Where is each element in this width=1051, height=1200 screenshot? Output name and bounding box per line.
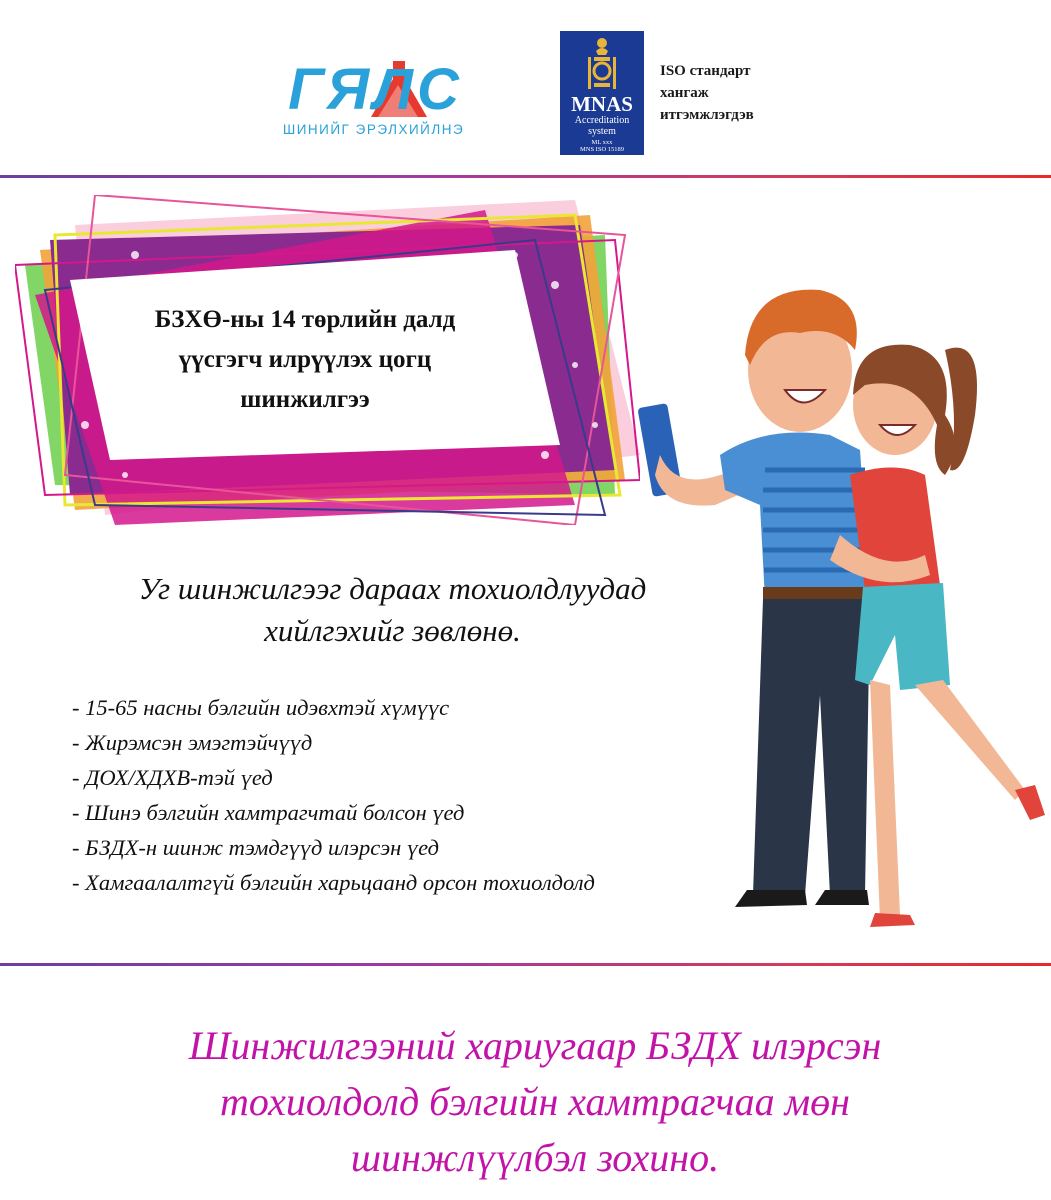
logo-tagline: ШИНИЙГ ЭРЭЛХИЙЛНЭ [282, 122, 465, 137]
list-item: - Хамгаалалтгүй бэлгийн харьцаанд орсон тохиолдолд [72, 870, 595, 895]
list-item: - ДОХ/ХДХВ-тэй үед [72, 765, 273, 790]
mnas-code1: ML xxx [591, 139, 613, 146]
mnas-name: MNAS [571, 92, 633, 116]
mnas-sub1: Accreditation [574, 115, 630, 126]
list-item: - Жирэмсэн эмэгтэйчүүд [72, 730, 313, 755]
mnas-badge [560, 31, 644, 155]
footer-divider [0, 963, 1051, 966]
iso-line-1: ISO стандарт [660, 63, 751, 79]
mnas-code2: MNS ISO 15189 [579, 146, 625, 153]
footer-note-line-3: шинжлүүлбэл зохино. [350, 1135, 720, 1180]
test-title-line-3: шинжилгээ [240, 386, 370, 413]
test-title [95, 300, 515, 420]
list-item: - 15-65 насны бэлгийн идэвхтэй хүмүүс [72, 695, 450, 720]
footer-note-line-2: тохиолдолд бэлгийн хамтрагчаа мөн [219, 1079, 851, 1124]
recommendation-heading-line-1: Уг шинжилгээг дараах тохиолдлуудад [138, 571, 647, 606]
header-divider [0, 175, 1051, 178]
gyals-logo [255, 50, 495, 150]
test-title-line-2: үүсгэгч илрүүлэх цогц [178, 346, 432, 373]
footer-note [80, 1018, 990, 1186]
soyombo-emblem-icon [560, 33, 644, 95]
logo-word: ГЯЛС [288, 57, 463, 122]
recommendation-heading [60, 568, 725, 652]
recommendation-list [72, 690, 632, 900]
footer-note-line-1: Шинжилгээний хариугаар БЗДХ илэрсэн [188, 1023, 882, 1068]
list-item: - БЗДХ-н шинж тэмдгүүд илэрсэн үед [72, 835, 439, 860]
recommendation-heading-line-2: хийлгэхийг зөвлөнө. [264, 613, 521, 648]
iso-line-2: хангаж [660, 85, 709, 101]
iso-accreditation-text [660, 60, 860, 126]
list-item: - Шинэ бэлгийн хамтрагчтай болсон үед [72, 800, 465, 825]
test-title-line-1: БЗХӨ-ны 14 төрлийн далд [154, 306, 456, 333]
iso-line-3: итгэмжлэгдэв [660, 107, 754, 123]
mnas-sub2: system [588, 126, 616, 137]
